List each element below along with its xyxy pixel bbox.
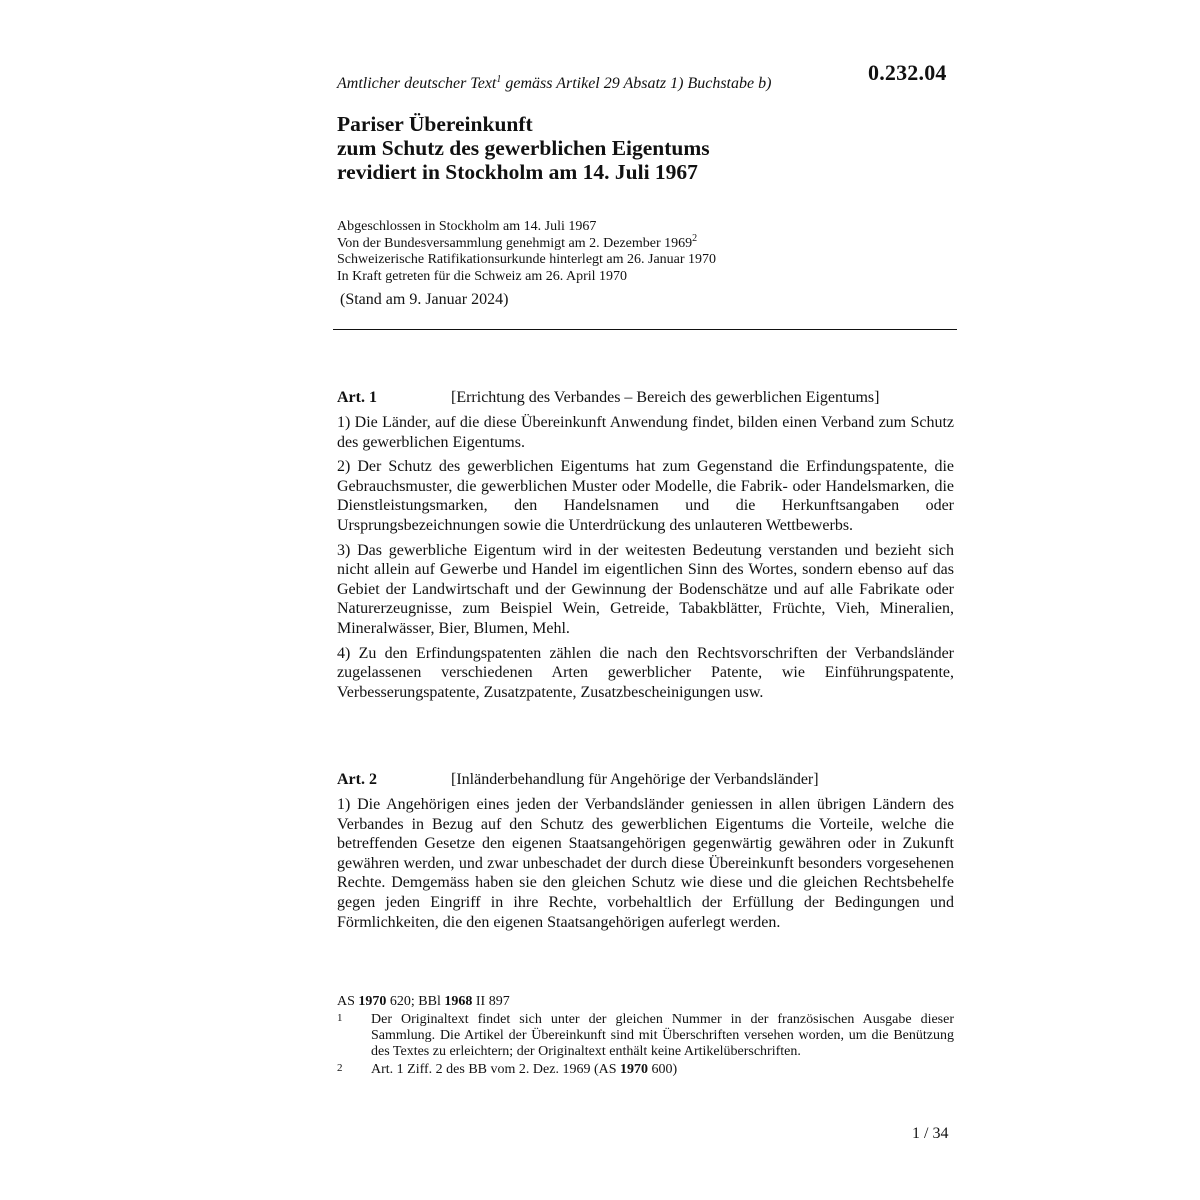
- footnote-ref-2[interactable]: 2: [692, 232, 698, 244]
- footnote-number: 2: [337, 1062, 343, 1074]
- sr-number: 0.232.04: [868, 60, 947, 85]
- chronology-in-force: In Kraft getreten für die Schweiz am 26. April 1970: [337, 268, 628, 284]
- source-reference: [337, 994, 954, 1010]
- chronology-ratification: Schweizerische Ratifikationsurkunde hinterlegt am 26. Januar 1970: [337, 252, 717, 267]
- footnote-2: [337, 1062, 954, 1078]
- article-heading: [337, 771, 954, 791]
- document-title: [337, 112, 710, 184]
- footnote-number: 1: [337, 1012, 343, 1024]
- source-as-year: 1970: [358, 994, 387, 1009]
- chronology-approved-text: Von der Bundesversammlung genehmigt am 2. Dezember 1969: [337, 235, 693, 251]
- source-as-label: AS: [337, 994, 359, 1009]
- title-line-2: zum Schutz des gewerblichen Eigentums: [337, 136, 710, 160]
- status-date: (Stand am 9. Januar 2024): [340, 291, 509, 308]
- chronology-block: [337, 219, 716, 285]
- title-line-1: Pariser Übereinkunft: [337, 112, 533, 136]
- article-paragraph: 3) Das gewerbliche Eigentum wird in der weitesten Bedeutung verstanden und bezieht sich nicht allein auf Gewerbe und Handel im eigentlichen Sinn des Wortes, sondern ebenso auf das Gebiet der Landwirtschaft und der Gewinnung der Bodenschätze und auf alle Fabrikate oder Naturerzeugnisse, zum Beispiel Wein, Getreide, Tabakblätter, Früchte, Vieh, Mineralien, Mineralwässer, Bier, Blumen, Mehl.: [337, 541, 954, 637]
- article-label: Art. 2: [337, 771, 377, 788]
- footnote-text: [371, 1062, 677, 1077]
- official-text-note: [337, 75, 771, 93]
- source-bbl-year: 1968: [444, 994, 473, 1009]
- article-paragraph: 4) Zu den Erfindungspatenten zählen die nach den Rechtsvorschriften der Verbandsländer zugelassenen verschiedenen Arten gewerblicher Patente, wie Einführungspatente, Verbesserungspatente, Zusatzpatente, Zusatzbescheinigungen usw.: [337, 644, 954, 701]
- article-1: [337, 389, 954, 707]
- official-text-label: Amtlicher deutscher Text: [337, 75, 497, 92]
- footnote-2-text: Art. 1 Ziff. 2 des BB vom 2. Dez. 1969 (AS: [371, 1062, 620, 1077]
- footnotes: [337, 994, 954, 1080]
- page-number: 1 / 34: [912, 1125, 949, 1142]
- article-title: [Inländerbehandlung für Angehörige der Verbandsländer]: [451, 771, 819, 788]
- article-2: [337, 771, 954, 937]
- official-text-article-ref: gemäss Artikel 29 Absatz 1) Buchstabe b): [501, 75, 772, 92]
- footnote-ref-1[interactable]: 1: [496, 74, 502, 85]
- article-title: [Errichtung des Verbandes – Bereich des gewerblichen Eigentums]: [451, 389, 880, 406]
- article-paragraph: 1) Die Angehörigen eines jeden der Verbandsländer geniessen in allen übrigen Ländern des Verbandes in Bezug auf den Schutz des gewerblichen Eigentums die Vorteile, welche die betreffenden Gesetze den eigenen Staatsangehörigen gegenwärtig gewähren oder in Zukunft gewähren werden, und zwar unbeschadet der durch diese Übereinkunft besonders vorgesehenen Rechte. Demgemäss haben sie den gleichen Schutz wie diese und die gleichen Rechtsbehelfe gegen jeden Eingriff in ihre Rechte, vorbehaltlich der Erfüllung der Bedingungen und Förmlichkeiten, die den eigenen Staatsangehörigen auferlegt werden.: [337, 796, 954, 931]
- article-heading: [337, 389, 954, 409]
- chronology-concluded: Abgeschlossen in Stockholm am 14. Juli 1967: [337, 219, 597, 234]
- source-bbl-page: II 897: [472, 994, 510, 1009]
- article-paragraph: 1) Die Länder, auf die diese Übereinkunft Anwendung findet, bilden einen Verband zum Schutz des gewerblichen Eigentums.: [337, 414, 954, 451]
- footnote-text: Der Originaltext findet sich unter der gleichen Nummer in der französischen Ausgabe dieser Sammlung. Die Artikel der Übereinkunft sind mit Überschriften versehen worden, um die Benützung des Textes zu erleichtern; der Originaltext enthält keine Artikelüberschriften.: [371, 1012, 954, 1059]
- source-as-page: 620; BBl: [386, 994, 445, 1009]
- footnote-2-page: 600): [648, 1062, 678, 1077]
- chronology-approved: [337, 232, 716, 253]
- footnote-1: [337, 1012, 954, 1060]
- article-label: Art. 1: [337, 389, 377, 406]
- footnote-2-year: 1970: [620, 1062, 648, 1077]
- article-paragraph: 2) Der Schutz des gewerblichen Eigentums hat zum Gegenstand die Erfindungspatente, die Gebrauchsmuster, die gewerblichen Muster oder Modelle, die Fabrik- oder Handelsmarken, die Dienstleistungsmarken, den Handelsnamen und die Herkunftsangaben oder Ursprungsbezeichnungen sowie die Unterdrückung des unlauteren Wettbewerbs.: [337, 458, 954, 534]
- title-line-3: revidiert in Stockholm am 14. Juli 1967: [337, 160, 698, 184]
- header-divider: [333, 329, 957, 330]
